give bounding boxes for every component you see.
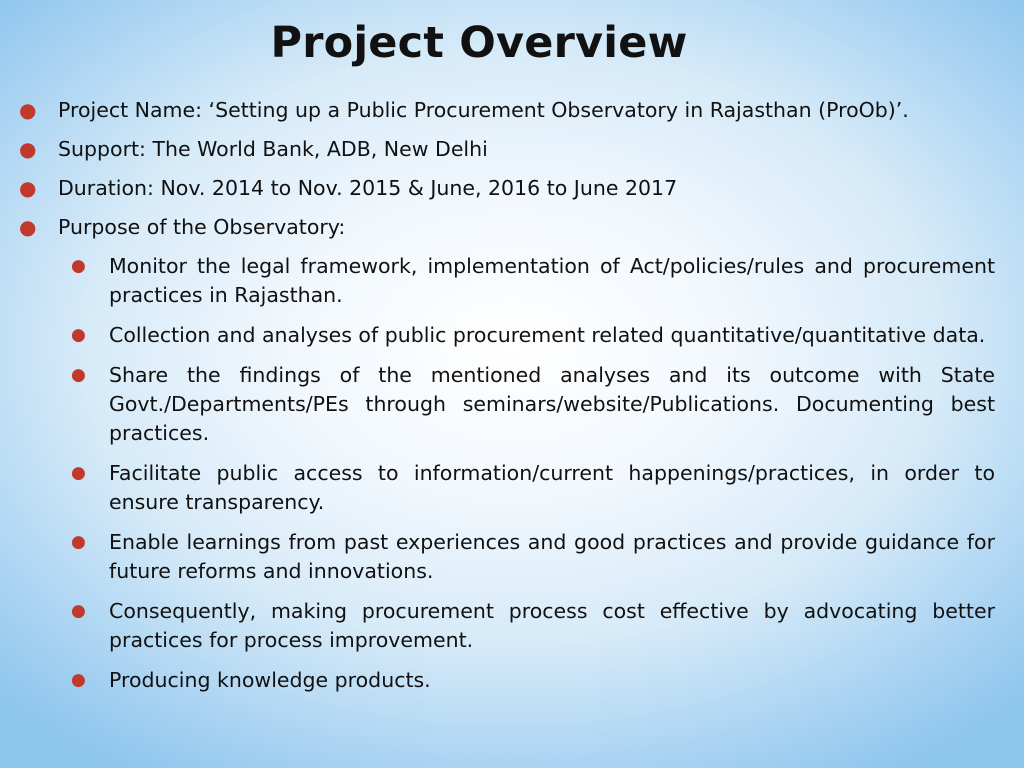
slide-title: Project Overview xyxy=(270,18,688,68)
bullet-list xyxy=(0,96,1024,706)
bullet-icon: ● xyxy=(19,137,37,161)
bullet-text: Support: The World Bank, ADB, New Delhi xyxy=(58,137,488,161)
sub-bullet xyxy=(71,666,995,695)
sub-bullet xyxy=(71,597,995,655)
bullet-support xyxy=(0,135,1024,164)
bullet-text: Duration: Nov. 2014 to Nov. 2015 & June, 2016 to June 2017 xyxy=(58,176,678,200)
bullet-icon: ● xyxy=(19,98,37,122)
bullet-project-name xyxy=(0,96,1024,125)
sub-bullet xyxy=(71,361,995,448)
purpose-sublist xyxy=(0,252,1024,695)
sub-bullet xyxy=(71,252,995,310)
bullet-text: Project Name: ‘Setting up a Public Procurement Observatory in Rajasthan (ProOb)’. xyxy=(58,98,909,122)
sub-bullet-text: Facilitate public access to information/current happenings/practices, in order to ensure transparency. xyxy=(109,461,995,514)
bullet-purpose xyxy=(0,213,1024,242)
sub-bullet-text: Collection and analyses of public procurement related quantitative/quantitative data. xyxy=(109,323,986,347)
sub-bullet-text: Producing knowledge products. xyxy=(109,668,431,692)
sub-bullet-icon: ● xyxy=(71,256,86,276)
sub-bullet-text: Monitor the legal framework, implementation of Act/policies/rules and procurement practices in Rajasthan. xyxy=(109,254,995,307)
sub-bullet-text: Share the findings of the mentioned analyses and its outcome with State Govt./Departments/PEs through seminars/website/Publications. Documenting best practices. xyxy=(109,363,995,445)
sub-bullet-icon: ● xyxy=(71,670,86,690)
sub-bullet-icon: ● xyxy=(71,601,86,621)
bullet-icon: ● xyxy=(19,176,37,200)
bullet-text: Purpose of the Observatory: xyxy=(58,215,346,239)
sub-bullet xyxy=(71,528,995,586)
sub-bullet-icon: ● xyxy=(71,532,86,552)
bullet-duration xyxy=(0,174,1024,203)
sub-bullet-icon: ● xyxy=(71,463,86,483)
sub-bullet-icon: ● xyxy=(71,325,86,345)
sub-bullet-text: Consequently, making procurement process cost effective by advocating better practices for process improvement. xyxy=(109,599,995,652)
bullet-icon: ● xyxy=(19,215,37,239)
purpose-sublist-wrapper xyxy=(0,252,1024,695)
sub-bullet-icon: ● xyxy=(71,365,86,385)
sub-bullet-text: Enable learnings from past experiences and good practices and provide guidance for future reforms and innovations. xyxy=(109,530,995,583)
sub-bullet xyxy=(71,321,995,350)
sub-bullet xyxy=(71,459,995,517)
